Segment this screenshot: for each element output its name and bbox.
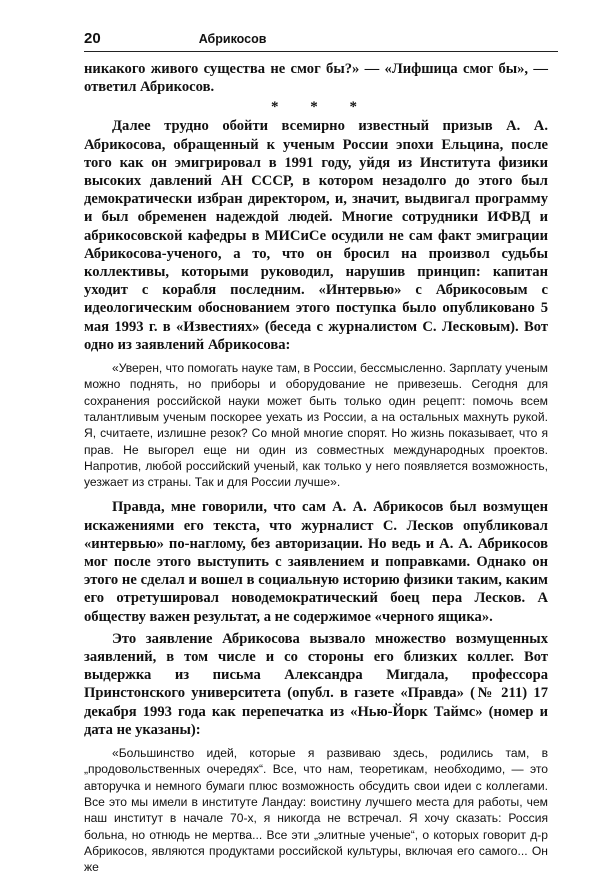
paragraph-3: Это заявление Абрикосова вызвало множество возмущенных заявлений, в том числе и со стороны его близких коллег. Вот выдержка из письма Александра Мигдала, профессора Принстонского университета (опубл. в газете «Правда» (№ 211) 17 декабря 1993 года как перепечатка из «Нью-Йорк Таймс» (номер и дата не указаны): [84,630,548,738]
paragraph-continuation: никакого живого существа не смог бы?» — «Лифшица смог бы», — ответил Абрикосов. [84,61,548,96]
paragraph-1: Далее трудно обойти всемирно известный призыв А. А. Абрикосова, обращенный к ученым России эпохи Ельцина, после того как он эмигрировал в 1991 году, уйдя из Института физики высоких давлений АН СССР, в котором незадолго до этого был демократически избран директором, и, значит, выдвигал программу и был обременен надеждой людей. Многие сотрудники ИФВД и абрикосовской кафедры в МИСиСе осудили не сам факт эмиграции Абрикосова-ученого, а то, что он бросил на произвол судьбы коллективы, которыми руководил, нарушив принцип: капитан уходит с корабля последним. «Интервью» с Абрикосовым с идеологическим обоснованием этого поступка было опубликовано 5 мая 1993 г. в «Известиях» (беседа с журналистом С. Лесковым). Вот одно из заявлений Абрикосова: [84,118,548,353]
page-header [84,30,558,52]
quote-block-2: «Большинство идей, которые я развиваю здесь, родились там, в „продовольственных очередях“. Все, что нам, теоретикам, необходимо, — это авторучка и немного бумаги плюс возможность обсудить свои идеи с коллегами. Все это мы имели в институте Ландау: воистину лучшего места для работы, чем наш институт в начале 70-х, я никогда не встречал. Я хочу сказать: Россия больна, но отнюдь не мертва... Все эти „элитные ученые“, о которых говорит д-р Абрикосов, являются продуктами российской культуры, включая его самого... Он же [84,746,548,875]
paragraph-2: Правда, мне говорили, что сам А. А. Абрикосов был возмущен искажениями его текста, что журналист С. Лесков опубликовал «интервью» по-наглому, без авторизации. Но ведь и А. А. Абрикосов мог после этого выступить с заявлением и поправками. Однако он этого не сделал и вошел в социальную историю физики таким, каким его отретушировал новодемократический боец пера Лесков. А обществу важен результат, а не содержимое «черного ящика». [84,499,548,625]
running-head: Абрикосов [198,32,267,46]
section-separator: * * * [271,99,371,116]
page-number: 20 [84,30,101,47]
quote-block-1: «Уверен, что помогать науке там, в России, бессмысленно. Зарплату ученым можно поднять, но приборы и оборудование не привезешь. Сегодня для сохранения российской науки может быть только один рецепт: помочь всем талантливым ученым поскорее уехать из России, а на остальных махнуть рукой. Я, считаете, излишне резок? Со мной многие спорят. Но жизнь показывает, что я прав. Не выгорел еще ни один из совместных международных проектов. Напротив, любой российский ученый, как только у него появляется возможность, уезжает из страны. Так и для России лучше». [84,361,548,490]
